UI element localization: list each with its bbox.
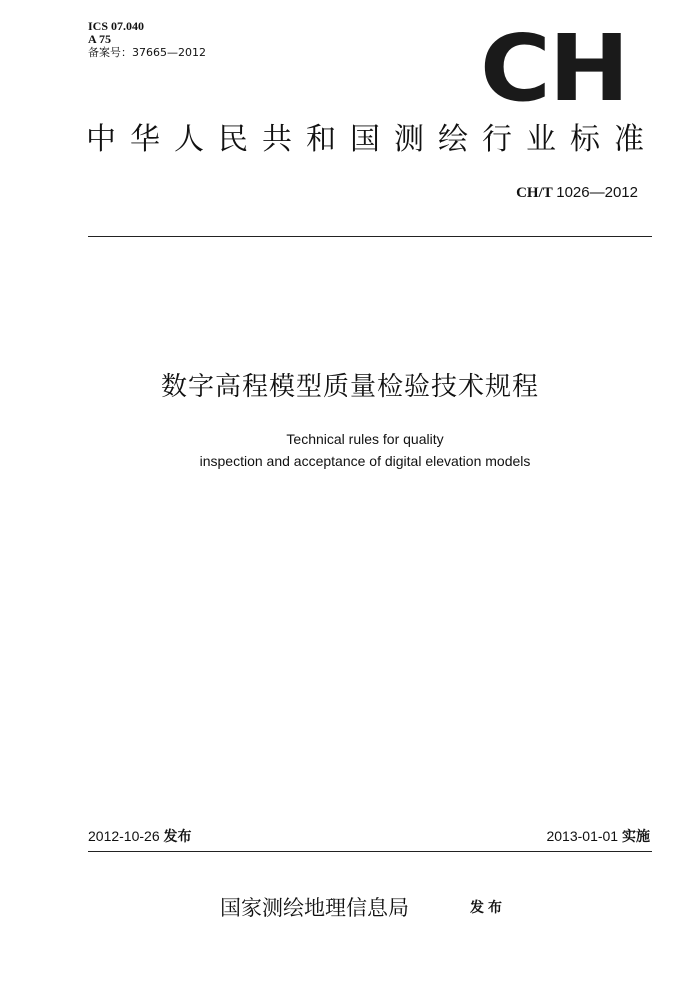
class-code: A 75 (88, 32, 112, 46)
ch-logo: CH (480, 15, 628, 122)
standard-prefix: CH/T (516, 185, 553, 201)
classification-block (88, 20, 206, 59)
issue-date: 2012-10-26 (88, 828, 160, 844)
implementation-date-group (546, 826, 650, 846)
bottom-divider (88, 851, 652, 852)
standard-number (516, 184, 638, 202)
publish-label: 发布 (470, 900, 506, 916)
title-en-line-1: Technical rules for quality (286, 431, 444, 447)
standard-code: 1026—2012 (556, 184, 638, 201)
implementation-label: 实施 (622, 829, 650, 845)
issue-label: 发布 (163, 829, 192, 845)
issue-date-group (88, 826, 192, 846)
publisher-name: 国家测绘地理信息局 (220, 896, 409, 920)
industry-standard-title: 中华人民共和国测绘行业标准 (86, 122, 658, 157)
top-divider (88, 236, 652, 237)
ics-code: ICS 07.040 (88, 19, 145, 33)
title-en-line-2: inspection and acceptance of digital elevation models (199, 453, 531, 469)
document-title-en (0, 428, 700, 472)
document-title-cn: 数字高程模型质量检验技术规程 (160, 372, 539, 402)
record-number: 备案号：37665—2012 (88, 46, 206, 59)
implementation-date: 2013-01-01 (546, 828, 619, 844)
